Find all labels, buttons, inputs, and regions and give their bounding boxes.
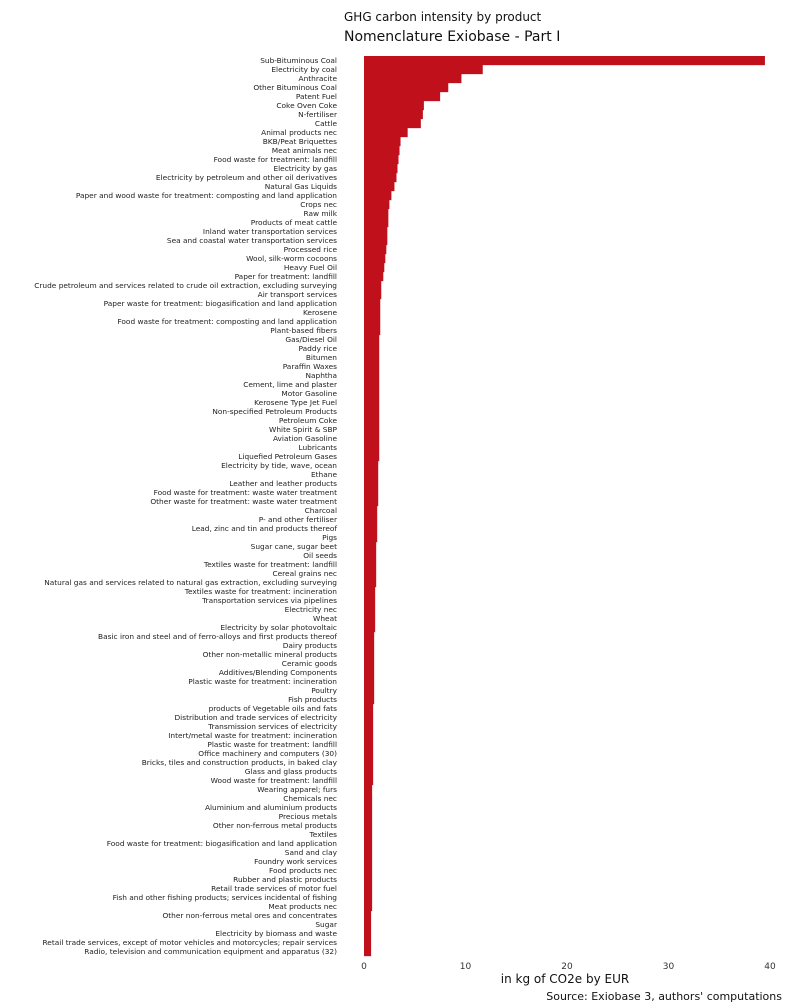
bar	[364, 56, 765, 65]
bar	[364, 713, 373, 722]
bar	[364, 632, 374, 641]
bar	[364, 407, 379, 416]
bar	[364, 173, 396, 182]
bar	[364, 578, 376, 587]
bar	[364, 461, 378, 470]
bar	[364, 641, 374, 650]
bar	[364, 74, 461, 83]
category-label: Air transport services	[257, 290, 337, 300]
category-label: Office machinery and computers (30)	[198, 749, 337, 759]
bar	[364, 533, 377, 542]
bar	[364, 704, 373, 713]
category-label: Paddy rice	[298, 344, 337, 354]
category-label: Electricity by solar photovoltaic	[220, 623, 337, 633]
category-label: Additives/Blending Components	[218, 668, 337, 678]
category-label: Precious metals	[278, 812, 337, 822]
bar	[364, 191, 391, 200]
category-label: Plastic waste for treatment: landfill	[207, 740, 337, 750]
category-label: Non-specified Petroleum Products	[212, 407, 337, 417]
category-label: Inland water transportation services	[202, 227, 337, 237]
bar	[364, 614, 375, 623]
bar	[364, 587, 375, 596]
category-label: Glass and glass products	[244, 767, 337, 777]
x-tick-label: 30	[662, 962, 675, 972]
bar	[364, 155, 399, 164]
bar	[364, 650, 374, 659]
chart-title: GHG carbon intensity by product	[344, 10, 542, 24]
bar	[364, 749, 373, 758]
bar	[364, 731, 373, 740]
bar	[364, 821, 372, 830]
bar	[364, 290, 381, 299]
category-label: Naphtha	[305, 371, 337, 381]
bar	[364, 218, 388, 227]
bar	[364, 236, 387, 245]
category-label: Textiles waste for treatment: landfill	[203, 560, 337, 570]
category-label: Fish and other fishing products; services incidental of fishing	[112, 893, 337, 903]
bar	[364, 128, 408, 137]
category-label: Dairy products	[282, 641, 337, 651]
bar	[364, 875, 372, 884]
category-label: Wood waste for treatment: landfill	[210, 776, 337, 786]
category-label: Electricity by biomass and waste	[215, 929, 337, 939]
category-label: Patent Fuel	[295, 92, 337, 102]
category-label: Electricity nec	[284, 605, 337, 615]
category-label: Sugar cane, sugar beet	[250, 542, 337, 552]
category-label: Electricity by tide, wave, ocean	[221, 461, 337, 471]
category-label: Meat products nec	[268, 902, 337, 912]
category-label: Aluminium and aluminium products	[204, 803, 337, 813]
bar	[364, 479, 378, 488]
category-label: Bitumen	[305, 353, 337, 363]
category-label: Coke Oven Coke	[276, 101, 337, 111]
category-label: Paper waste for treatment: biogasification and land application	[103, 299, 337, 309]
category-label: Food products nec	[269, 866, 337, 876]
category-label: Sugar	[315, 920, 337, 930]
category-label: Other non-ferrous metal ores and concentrates	[162, 911, 337, 921]
bar	[364, 362, 379, 371]
bar	[364, 416, 379, 425]
bar	[364, 902, 372, 911]
bar	[364, 911, 371, 920]
bar	[364, 245, 386, 254]
category-label: Textiles waste for treatment: incineration	[184, 587, 337, 597]
category-label: Charcoal	[304, 506, 337, 516]
category-label: Wool, silk-worm cocoons	[246, 254, 337, 264]
bar	[364, 470, 378, 479]
bar	[364, 542, 376, 551]
category-label: Radio, television and communication equipment and apparatus (32)	[84, 947, 337, 957]
bar	[364, 146, 400, 155]
bar	[364, 425, 379, 434]
x-tick-label: 10	[459, 962, 472, 972]
category-label: Motor Gasoline	[281, 389, 337, 399]
bar	[364, 227, 387, 236]
bar	[364, 740, 373, 749]
bar	[364, 515, 377, 524]
bar	[364, 263, 384, 272]
bar	[364, 119, 421, 128]
bar	[364, 623, 375, 632]
category-label: Paraffin Waxes	[282, 362, 337, 372]
category-label: Cement, lime and plaster	[243, 380, 337, 390]
category-label: Plant-based fibers	[270, 326, 337, 336]
category-label: Processed rice	[283, 245, 337, 255]
category-label: Food waste for treatment: composting and land application	[117, 317, 337, 327]
bar	[364, 254, 385, 263]
bar	[364, 605, 375, 614]
category-label: Natural gas and services related to natural gas extraction, excluding surveying	[44, 578, 337, 588]
category-label: Oil seeds	[303, 551, 337, 561]
bar	[364, 848, 372, 857]
bar	[364, 272, 383, 281]
bar	[364, 182, 394, 191]
bar	[364, 389, 379, 398]
bar	[364, 866, 372, 875]
category-label: Food waste for treatment: landfill	[213, 155, 337, 165]
bar	[364, 722, 373, 731]
category-label: Wheat	[313, 614, 337, 624]
category-label: Lead, zinc and tin and products thereof	[191, 524, 337, 534]
bar	[364, 497, 378, 506]
category-label: BKB/Peat Briquettes	[262, 137, 337, 147]
bar	[364, 947, 371, 956]
category-label: Electricity by gas	[273, 164, 337, 174]
bar	[364, 65, 483, 74]
bar	[364, 596, 375, 605]
category-label: Natural Gas Liquids	[264, 182, 337, 192]
bar	[364, 524, 377, 533]
category-label: P- and other fertiliser	[258, 515, 337, 525]
category-label: Electricity by coal	[271, 65, 337, 75]
category-label: Kerosene	[302, 308, 337, 318]
bar	[364, 830, 372, 839]
x-tick-label: 40	[764, 962, 776, 972]
bar	[364, 200, 389, 209]
category-label: Chemicals nec	[283, 794, 337, 804]
bar	[364, 506, 377, 515]
bar	[364, 299, 380, 308]
bar	[364, 281, 381, 290]
bar	[364, 938, 371, 947]
bar	[364, 929, 371, 938]
category-label: Other Bituminous Coal	[253, 83, 337, 93]
category-label: Gas/Diesel Oil	[285, 335, 337, 345]
category-label: Sand and clay	[284, 848, 337, 858]
chart-subtitle: Nomenclature Exiobase - Part I	[344, 29, 561, 45]
category-label: Retail trade services, except of motor vehicles and motorcycles; repair services	[42, 938, 337, 948]
bar	[364, 335, 379, 344]
bar	[364, 308, 380, 317]
category-label: Products of meat cattle	[250, 218, 337, 228]
category-label: Ceramic goods	[281, 659, 337, 669]
category-label: Retail trade services of motor fuel	[211, 884, 337, 894]
source-note: Source: Exiobase 3, authors' computations	[546, 990, 782, 1003]
category-label: Other non-ferrous metal products	[212, 821, 337, 831]
category-label: Raw milk	[303, 209, 337, 219]
bar	[364, 326, 380, 335]
x-ticks-group	[361, 962, 776, 972]
category-label: Aviation Gasoline	[272, 434, 337, 444]
category-label: Bricks, tiles and construction products, in baked clay	[141, 758, 337, 768]
bar	[364, 371, 379, 380]
bar	[364, 659, 374, 668]
bar	[364, 569, 376, 578]
bar	[364, 344, 379, 353]
category-label: Leather and leather products	[229, 479, 337, 489]
category-label: Poultry	[311, 686, 337, 696]
bar	[364, 317, 380, 326]
bar	[364, 803, 372, 812]
category-label: Food waste for treatment: biogasification and land application	[106, 839, 337, 849]
category-label: Cereal grains nec	[272, 569, 337, 579]
category-label: Sub-Bituminous Coal	[260, 56, 337, 66]
category-label: Transportation services via pipelines	[202, 596, 337, 606]
category-label: Meat animals nec	[271, 146, 337, 156]
category-label: Crops nec	[300, 200, 337, 210]
category-label: Basic iron and steel and of ferro-alloys and first products thereof	[98, 632, 337, 642]
category-label: products of Vegetable oils and fats	[208, 704, 337, 714]
bar	[364, 839, 372, 848]
bar	[364, 434, 379, 443]
bar	[364, 209, 388, 218]
category-label: Textiles	[309, 830, 337, 840]
bars-group	[364, 56, 765, 956]
category-label: Electricity by petroleum and other oil derivatives	[155, 173, 337, 183]
bar	[364, 767, 373, 776]
bar	[364, 794, 372, 803]
category-label: Kerosene Type Jet Fuel	[254, 398, 337, 408]
category-label: Anthracite	[298, 74, 337, 84]
bar	[364, 857, 372, 866]
bar	[364, 812, 372, 821]
bar	[364, 83, 448, 92]
category-label: Cattle	[314, 119, 337, 129]
bar	[364, 893, 372, 902]
bar	[364, 101, 424, 110]
bar	[364, 776, 373, 785]
category-label: Animal products nec	[261, 128, 337, 138]
category-label: Paper and wood waste for treatment: composting and land application	[75, 191, 337, 201]
bar	[364, 137, 401, 146]
category-label: Crude petroleum and services related to crude oil extraction, excluding surveying	[34, 281, 337, 291]
bar	[364, 443, 379, 452]
bar	[364, 758, 373, 767]
category-label: Fish products	[288, 695, 337, 705]
bar	[364, 668, 374, 677]
category-label: Lubricants	[298, 443, 337, 453]
bar	[364, 380, 379, 389]
category-label: Plastic waste for treatment: incineration	[188, 677, 337, 687]
bar	[364, 353, 379, 362]
category-label: Liquefied Petroleum Gases	[238, 452, 337, 462]
category-label: Intert/metal waste for treatment: incineration	[168, 731, 337, 741]
category-label: Pigs	[322, 533, 337, 543]
bar	[364, 398, 379, 407]
category-label: Transmission services of electricity	[208, 722, 337, 732]
x-tick-label: 0	[361, 962, 367, 972]
bar	[364, 110, 423, 119]
bar	[364, 164, 397, 173]
category-label: Other waste for treatment: waste water treatment	[150, 497, 337, 507]
category-label: N-fertiliser	[298, 110, 337, 120]
category-label: Rubber and plastic products	[233, 875, 337, 885]
category-label: Other non-metallic mineral products	[202, 650, 337, 660]
category-label: Foundry work services	[254, 857, 337, 867]
bar	[364, 488, 378, 497]
category-label: Petroleum Coke	[278, 416, 337, 426]
bar	[364, 686, 374, 695]
bar	[364, 452, 379, 461]
bar	[364, 695, 374, 704]
bar	[364, 884, 372, 893]
bar	[364, 677, 374, 686]
x-axis-label: in kg of CO2e by EUR	[500, 972, 630, 986]
category-label: Wearing apparel; furs	[257, 785, 337, 795]
bar	[364, 551, 376, 560]
bar	[364, 785, 372, 794]
category-label: Heavy Fuel Oil	[283, 263, 337, 273]
category-label: White Spirit & SBP	[269, 425, 337, 435]
x-tick-label: 20	[561, 962, 573, 972]
bar	[364, 920, 371, 929]
category-label: Food waste for treatment: waste water treatment	[153, 488, 337, 498]
bar	[364, 560, 376, 569]
category-labels-group	[34, 56, 338, 956]
category-label: Ethane	[310, 470, 337, 480]
category-label: Distribution and trade services of electricity	[174, 713, 337, 723]
category-label: Paper for treatment: landfill	[234, 272, 337, 282]
bar	[364, 92, 440, 101]
category-label: Sea and coastal water transportation services	[166, 236, 337, 246]
